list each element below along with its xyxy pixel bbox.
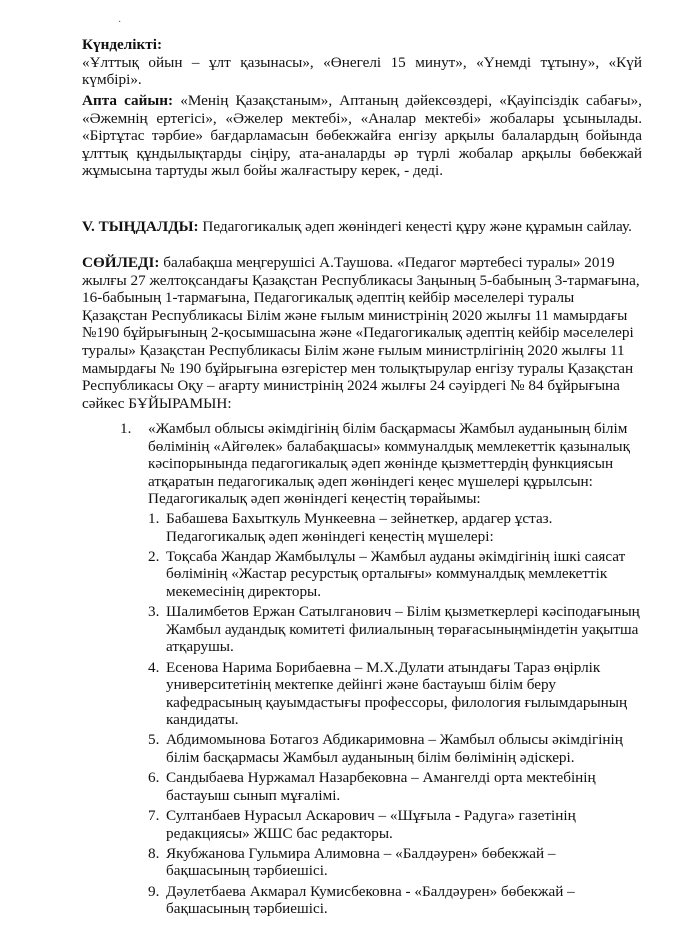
member-item — [148, 510, 642, 545]
member-item — [148, 883, 642, 918]
weekly-text: «Менің Қазақстаным», Аптаның дәйексөздері, «Қауіпсіздік сабағы», «Әжемнің ертегісі», «Әжелер мектебі», «Аналар мектебі» жобалары ұсынылады. «Біртұтас тәрбие» бағдарламасын бөбекжайға енгізу арқылы балалардың бойында ұлттық құндылықтарды сіңіру, ата-аналарды әр түрлі жобалар арқылы бөбекжай жұмысына тартуды жыл бойы жалғастыру керек, - деді. — [82, 92, 642, 180]
scan-mark: · — [118, 17, 122, 28]
member-number: 2. — [148, 547, 160, 565]
member-text: Султанбаев Нурасыл Аскарович – «Шұғыла - Радуга» газетінің редакциясы» ЖШС бас редакторы. — [166, 807, 576, 842]
section-5 — [82, 218, 642, 236]
decree-text: «Жамбыл облысы әкімдігінің білім басқармасы Жамбыл ауданының білім бөлімінің «Айгөлек» балабақшасы» коммуналдық мемлекеттік қазыналық кәсіпорынында педагогикалық әдеп жөнінде қызметтердің функциясын атқаратын педагогикалық әдеп жөніндегі кеңес мүшелері құрылсын: — [148, 420, 630, 490]
spoke-section — [82, 254, 642, 412]
decree-item — [120, 420, 642, 918]
member-item — [148, 807, 642, 842]
member-item — [148, 548, 642, 601]
member-text: Абдимомынова Ботагоз Абдикаримовна – Жамбыл облысы әкімдігінің білім басқармасы Жамбыл ауданының білім бөлімінің әдіскері. — [166, 731, 623, 767]
member-item — [148, 731, 642, 766]
member-text: Якубжанова Гульмира Алимовна – «Балдәурен» бөбекжай – бақшасының тәрбиешісі. — [166, 844, 556, 880]
member-item — [148, 659, 642, 729]
member-number: 1. — [148, 509, 160, 527]
decree-number: 1. — [120, 420, 132, 437]
member-text: Бабашева Бахыткуль Мункеевна – зейнеткер, ардагер ұстаз. — [166, 509, 553, 527]
spoke-heading: СӨЙЛЕДІ: — [82, 254, 160, 271]
member-text: Есенова Нарима Борибаевна – М.Х.Дулати атындағы Тараз өңірлік университетінің мектепке дейінгі және бастауыш білім беру кафедрасының қауымдастығы профессоры, филология ғылымдарының кандидаты. — [166, 658, 628, 729]
member-number: 5. — [148, 731, 160, 749]
member-text: Дәулетбаева Акмарал Кумисбековна - «Балдәурен» бөбекжай – бақшасының тәрбиешісі. — [166, 882, 575, 918]
member-number: 3. — [148, 603, 160, 621]
member-text: Шалимбетов Ержан Сатылганович – Білім қызметкерлері кәсіподағының Жамбыл аудандық комитеті филиалының төрағасыныңміндетін уақытша атқарушы. — [166, 603, 640, 656]
weekly-heading: Апта сайын: — [82, 92, 174, 109]
chair-label: Педагогикалық әдеп жөніндегі кеңестің төрайымы: — [148, 490, 481, 508]
member-number: 7. — [148, 807, 160, 825]
member-number: 8. — [148, 844, 160, 862]
member-number: 4. — [148, 658, 160, 676]
spoke-text: балабақша меңгерушісі А.Таушова. «Педагог мәртебесі туралы» 2019 жылғы 27 желтоқсандағы Қазақстан Республикасы Заңының 5-бабының 3-тармағына, 16-бабының 1-тармағына, Педагогикалық әдептің кейбір мәселелері туралы Қазақстан Республикасы Білім және ғылым министрінің 2020 жылғы 11 мамырдағы №190 бұйрығының 2-қосымшасына және «Педагогикалық әдептің кейбір мәселелері туралы» Қазақстан Республикасы Білім және ғылым министрлігінің 2020 жылғы 11 мамырдағы № 190 бұйрығына өзгерістер мен толықтырулар енгізу туралы Қазақстан Республикасы Оқу – ағарту министрінің 2024 жылғы 24 сәуірдегі № 84 бұйрығына сәйкес БҰЙЫРАМЫН: — [82, 254, 640, 412]
member-number: 9. — [148, 882, 160, 900]
member-number: 6. — [148, 769, 160, 787]
member-text: Тоқсаба Жандар Жамбылұлы – Жамбыл ауданы әкімдігінің ішкі саясат бөлімінің «Жастар ресурстық орталығы» коммуналдық мемлекеттік мекемесінің директоры. — [166, 547, 626, 600]
member-item — [148, 603, 642, 656]
member-item — [148, 769, 642, 804]
members-label: Педагогикалық әдеп жөніндегі кеңестің мүшелері: — [166, 527, 494, 545]
section-5-text: Педагогикалық әдеп жөніндегі кеңесті құру және құрамын сайлау. — [198, 218, 632, 235]
member-item — [148, 845, 642, 880]
members-list — [148, 510, 642, 918]
daily-heading: Күнделікті: — [82, 36, 163, 53]
section-5-heading: V. ТЫҢДАЛДЫ: — [82, 218, 199, 235]
daily-section — [82, 36, 642, 89]
weekly-section — [82, 92, 642, 180]
decree-list — [120, 420, 642, 920]
member-text: Сандыбаева Нуржамал Назарбековна – Амангелді орта мектебінің бастауыш сынып мұғалімі. — [166, 769, 596, 804]
daily-text: «Ұлттық ойын – ұлт қазынасы», «Өнегелі 15 минут», «Үнемді тұтыну», «Күй күмбірі». — [82, 53, 642, 89]
